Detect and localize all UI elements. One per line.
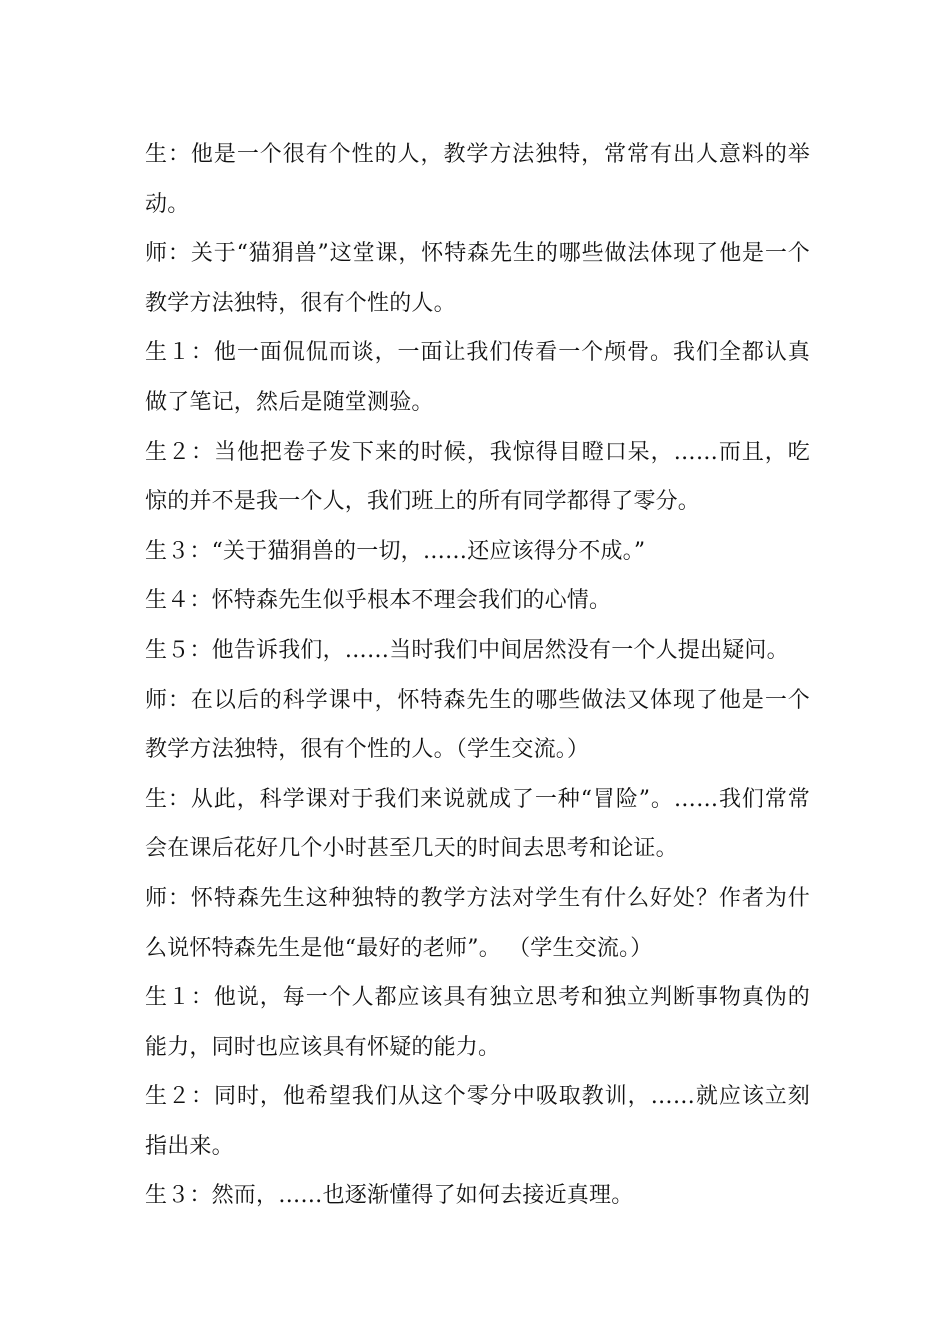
paragraph: 生：他是一个很有个性的人，教学方法独特，常常有出人意料的举动。 [145, 142, 810, 217]
paragraph: 生１：他说，每一个人都应该具有独立思考和独立判断事物真伪的能力，同时也应该具有怀疑的能力。 [145, 985, 810, 1060]
document-body [145, 130, 810, 1221]
paragraph: 师：在以后的科学课中，怀特森先生的哪些做法又体现了他是一个教学方法独特，很有个性的人。（学生交流。） [145, 687, 810, 763]
paragraph: 生４：怀特森先生似乎根本不理会我们的心情。 [145, 588, 612, 614]
paragraph: 生２：当他把卷子发下来的时候，我惊得目瞪口呆，……而且，吃惊的并不是我一个人，我们班上的所有同学都得了零分。 [145, 439, 810, 515]
paragraph: 生３：然而，……也逐渐懂得了如何去接近真理。 [145, 1183, 634, 1209]
paragraph: 生３：“关于猫狷兽的一切，……还应该得分不成。” [145, 538, 646, 564]
paragraph: 生１：他一面侃侃而谈，一面让我们传看一个颅骨。我们全都认真做了笔记，然后是随堂测验。 [145, 340, 810, 415]
paragraph: 师：怀特森先生这种独特的教学方法对学生有什么好处？作者为什么说怀特森先生是他“最好的老师”。 （学生交流。） [145, 885, 810, 961]
paragraph: 生２：同时，他希望我们从这个零分中吸取教训，……就应该立刻指出来。 [145, 1084, 810, 1159]
paragraph: 师：关于“猫狷兽”这堂课，怀特森先生的哪些做法体现了他是一个教学方法独特，很有个性的人。 [145, 241, 810, 316]
paragraph: 生：从此，科学课对于我们来说就成了一种“冒险”。……我们常常会在课后花好几个小时甚至几天的时间去思考和论证。 [145, 786, 810, 862]
paragraph: 生５：他告诉我们，……当时我们中间居然没有一个人提出疑问。 [145, 637, 789, 663]
